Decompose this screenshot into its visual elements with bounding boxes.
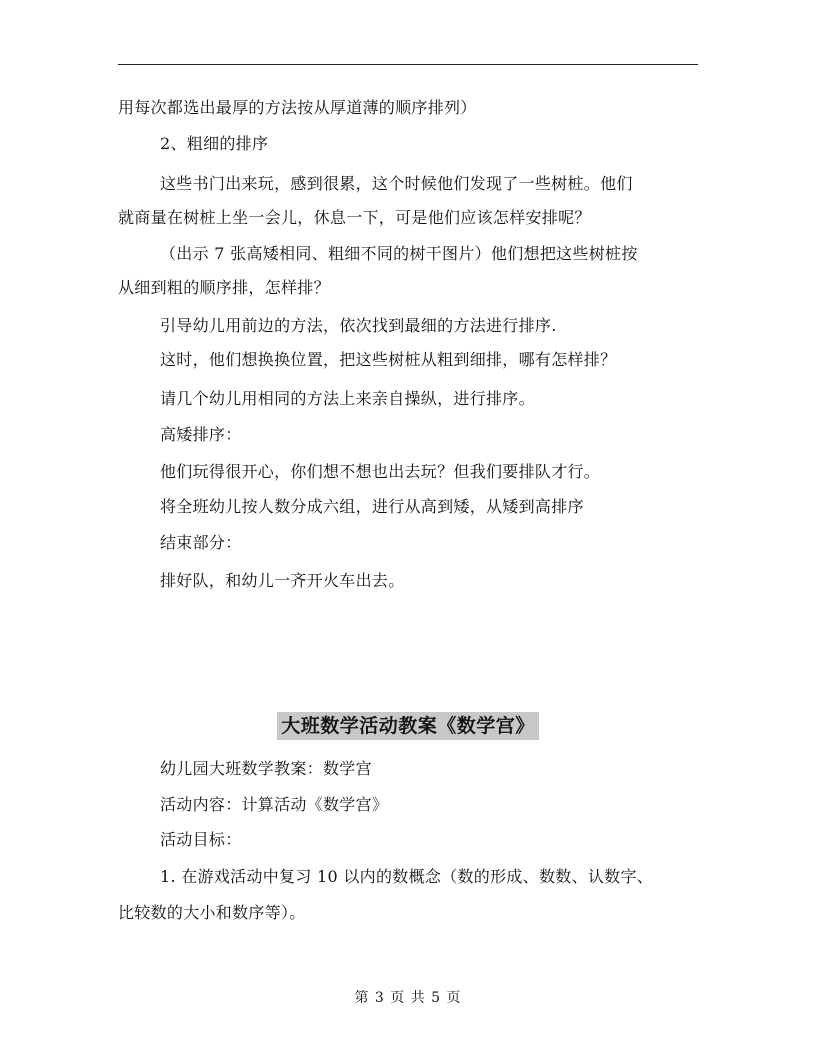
section-title-wrap — [0, 712, 816, 740]
paragraph-line: 用每次都选出最厚的方法按从厚道薄的顺序排列） — [118, 98, 477, 117]
subheading-activity-goals: 活动目标： — [160, 830, 242, 849]
section-heading-thickness-order: 2、粗细的排序 — [160, 134, 269, 153]
paragraph-line: （出示 7 张高矮相同、粗细不同的树干图片）他们想把这些树桩按 — [160, 244, 638, 263]
paragraph-line: 活动内容：计算活动《数学宫》 — [160, 795, 389, 814]
header-rule — [118, 64, 698, 65]
paragraph-line: 1. 在游戏活动中复习 10 以内的数概念（数的形成、数数、认数字、 — [160, 867, 654, 886]
paragraph-line: 就商量在树桩上坐一会儿，休息一下，可是他们应该怎样安排呢？ — [118, 208, 591, 227]
paragraph-line: 请几个幼儿用相同的方法上来亲自操纵，进行排序。 — [160, 389, 535, 408]
paragraph-line: 他们玩得很开心，你们想不想也出去玩？但我们要排队才行。 — [160, 462, 601, 481]
paragraph-line: 排好队，和幼儿一齐开火车出去。 — [160, 571, 405, 590]
paragraph-line: 幼儿园大班数学教案：数学宫 — [160, 759, 372, 778]
paragraph-line: 这时，他们想换换位置，把这些树桩从粗到细排，哪有怎样排？ — [160, 350, 617, 369]
section-title: 大班数学活动教案《数学宫》 — [277, 712, 539, 740]
page-footer: 第 3 页 共 5 页 — [354, 990, 462, 1006]
paragraph-line: 比较数的大小和数序等）。 — [118, 903, 306, 922]
paragraph-line: 引导幼儿用前边的方法，依次找到最细的方法进行排序. — [160, 316, 557, 335]
subheading-height-order: 高矮排序： — [160, 425, 242, 444]
paragraph-line: 这些书门出来玩，感到很累，这个时候他们发现了一些树桩。他们 — [160, 174, 633, 193]
paragraph-line: 将全班幼儿按人数分成六组，进行从高到矮，从矮到高排序 — [160, 497, 584, 516]
subheading-ending: 结束部分： — [160, 533, 242, 552]
paragraph-line: 从细到粗的顺序排，怎样排？ — [118, 278, 330, 297]
